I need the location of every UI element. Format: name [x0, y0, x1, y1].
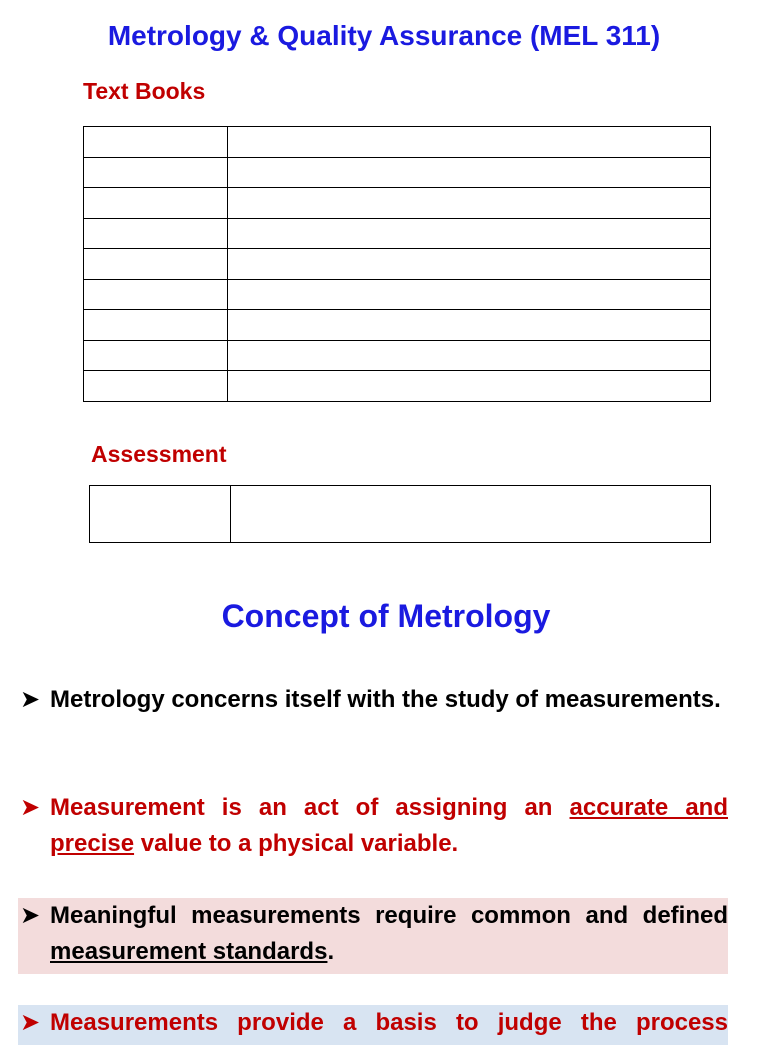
bullet-text: Metrology concerns itself with the study of measurements. [50, 686, 721, 713]
table-cell [228, 310, 711, 341]
bullet-item [18, 1005, 728, 1045]
table-row [84, 188, 711, 219]
table-cell [228, 188, 711, 219]
table-row [84, 127, 711, 158]
table-row [84, 279, 711, 310]
table-cell [228, 127, 711, 158]
table-cell [84, 218, 228, 249]
table-cell [228, 157, 711, 188]
table-cell [84, 371, 228, 402]
arrow-bullet-icon: ➤ [20, 794, 41, 821]
table-cell [84, 340, 228, 371]
concept-heading: Concept of Metrology [221, 598, 551, 634]
table-row [84, 340, 711, 371]
page-title: Metrology & Quality Assurance (MEL 311) [107, 20, 661, 51]
table-cell [84, 310, 228, 341]
bullet-text: Meaningful measurements require common and defined measurement standards. [50, 902, 728, 965]
textbooks-table [83, 126, 711, 402]
table-cell [90, 486, 231, 543]
underlined-phrase: accurate and precise [50, 794, 728, 857]
table-row [84, 310, 711, 341]
bullet-item [18, 898, 728, 974]
bullet-text: Measurements provide a basis to judge the process [50, 1009, 728, 1036]
assessment-label: Assessment [91, 441, 227, 467]
table-cell [84, 127, 228, 158]
table-cell [84, 157, 228, 188]
table-cell [84, 249, 228, 280]
table-row [84, 249, 711, 280]
table-cell [228, 279, 711, 310]
table-row [90, 486, 711, 543]
bullet-item [18, 790, 728, 862]
table-row [84, 157, 711, 188]
arrow-bullet-icon: ➤ [20, 902, 41, 929]
table-cell [84, 279, 228, 310]
table-cell [84, 188, 228, 219]
bullet-item [18, 682, 728, 718]
bullet-text: Measurement is an act of assigning an accurate and precise value to a physical variable. [50, 794, 728, 857]
table-row [84, 371, 711, 402]
table-cell [228, 340, 711, 371]
table-cell [228, 218, 711, 249]
underlined-phrase: measurement standards [50, 938, 328, 965]
table-cell [231, 486, 711, 543]
arrow-bullet-icon: ➤ [20, 1009, 41, 1036]
table-cell [228, 371, 711, 402]
textbooks-label: Text Books [83, 78, 206, 104]
assessment-table [89, 485, 711, 543]
table-cell [228, 249, 711, 280]
arrow-bullet-icon: ➤ [20, 686, 41, 713]
table-row [84, 218, 711, 249]
